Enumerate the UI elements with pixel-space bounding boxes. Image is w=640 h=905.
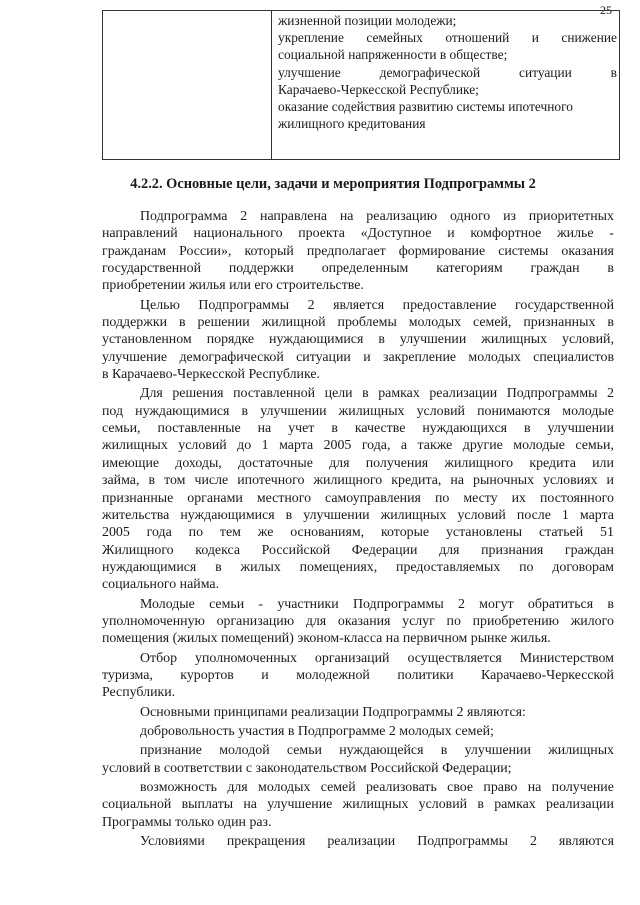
paragraph [102,742,614,777]
text-line: направлений национального проекта «Доступное и комфортное жилье - [102,226,614,242]
text-line: 2005 года по тем же основаниям, которые установлены статьей 51 [102,525,614,541]
table-cell-line: жилищного кредитования [278,116,426,132]
text-line: поддержки в решении жилищной проблемы молодых семей, признанных в [102,315,614,331]
paragraph [102,297,614,384]
text-line: Республики. [102,685,176,701]
table-right-cell [271,10,620,160]
paragraph [102,833,614,850]
text-line: уполномоченную организацию для оказания услуг по приобретению жилого [102,613,614,629]
text-line: имеющие доходы, достаточные для получения жилищного кредита или [102,455,614,471]
paragraph [102,704,614,721]
text-line: Программы только один раз. [102,814,272,830]
text-line: признание молодой семьи нуждающейся в улучшении жилищных [140,743,614,759]
text-line: под нуждающимися в улучшении жилищных условий понимаются молодые [102,403,614,419]
text-line: государственной поддержки определенным категориям граждан в [102,261,614,277]
text-line: Жилищного кодекса Российской Федерации для признания граждан [102,542,614,558]
paragraph [102,596,614,648]
table-cell-line: укрепление семейных отношений и снижение [278,30,617,46]
body-text [102,208,614,852]
text-line: установленном порядке нуждающимися в улучшении жилищных условий, [102,332,614,348]
table-cell-line: жизненной позиции молодежи; [278,13,457,28]
paragraph [102,208,614,295]
paragraph [102,385,614,593]
text-line: Молодые семьи - участники Подпрограммы 2 могут обратиться в [140,596,614,612]
table-cell-line: социальной напряженности в обществе; [278,47,508,63]
text-line: социального найма. [102,577,220,593]
table-cell-line: Карачаево-Черкесской Республике; [278,81,479,97]
table-left-cell [102,10,272,160]
text-line: семьи, поставленные на учет в качестве нуждающихся в улучшении [102,421,614,437]
table-cell-line: улучшение демографической ситуации в [278,64,617,80]
text-line: в Карачаево-Черкесской Республике. [102,367,321,383]
text-line: помещения (жилых помещений) эконом-класса на первичном рынке жилья. [102,631,551,647]
goals-table [102,10,620,160]
text-line: приобретении жилья или его строительстве. [102,278,364,294]
text-line: Отбор уполномоченных организаций осуществляется Министерством [140,650,614,666]
text-line: нуждающимися в жилых помещениях, предоставляемых по договорам [102,559,614,575]
paragraph [102,779,614,831]
text-line: добровольность участия в Подпрограмме 2 молодых семей; [140,723,494,739]
paragraph [102,650,614,702]
text-line: Целью Подпрограммы 2 является предоставление государственной [140,297,614,313]
text-line: жительства нуждающимися в улучшении жилищных условий после 1 марта [102,507,614,523]
text-line: жилищных условий до 1 марта 2005 года, а также другие молодые семьи, [102,438,614,454]
text-line: займа, в том числе ипотечного жилищного кредита, на рыночных условиях и [102,473,614,489]
text-line: улучшение демографической ситуации и закрепление молодых специалистов [102,349,614,365]
text-line: Основными принципами реализации Подпрограммы 2 являются: [140,704,526,720]
text-line: туризма, курортов и молодежной политики Карачаево-Черкесской [102,667,614,683]
text-line: Для решения поставленной цели в рамках реализации Подпрограммы 2 [140,386,614,402]
text-line: гражданам России», который предполагает формирование системы оказания [102,243,614,259]
paragraph [102,723,614,740]
text-line: социальной выплаты на улучшение жилищных условий в рамках реализации [102,797,614,813]
text-line: признанные органами местного самоуправления по месту их постоянного [102,490,614,506]
text-line: возможность для молодых семей реализовать свое право на получение [140,780,614,795]
table-cell-line: оказание содействия развитию системы ипотечного [278,99,573,115]
text-line: Подпрограмма 2 направлена на реализацию одного из приоритетных [140,209,614,224]
section-heading: 4.2.2. Основные цели, задачи и мероприятия Подпрограммы 2 [130,176,536,192]
text-line: условий в соответствии с законодательством Российской Федерации; [102,760,512,776]
page-number: 25 [600,3,612,17]
text-line: Условиями прекращения реализации Подпрограммы 2 являются [140,834,614,850]
